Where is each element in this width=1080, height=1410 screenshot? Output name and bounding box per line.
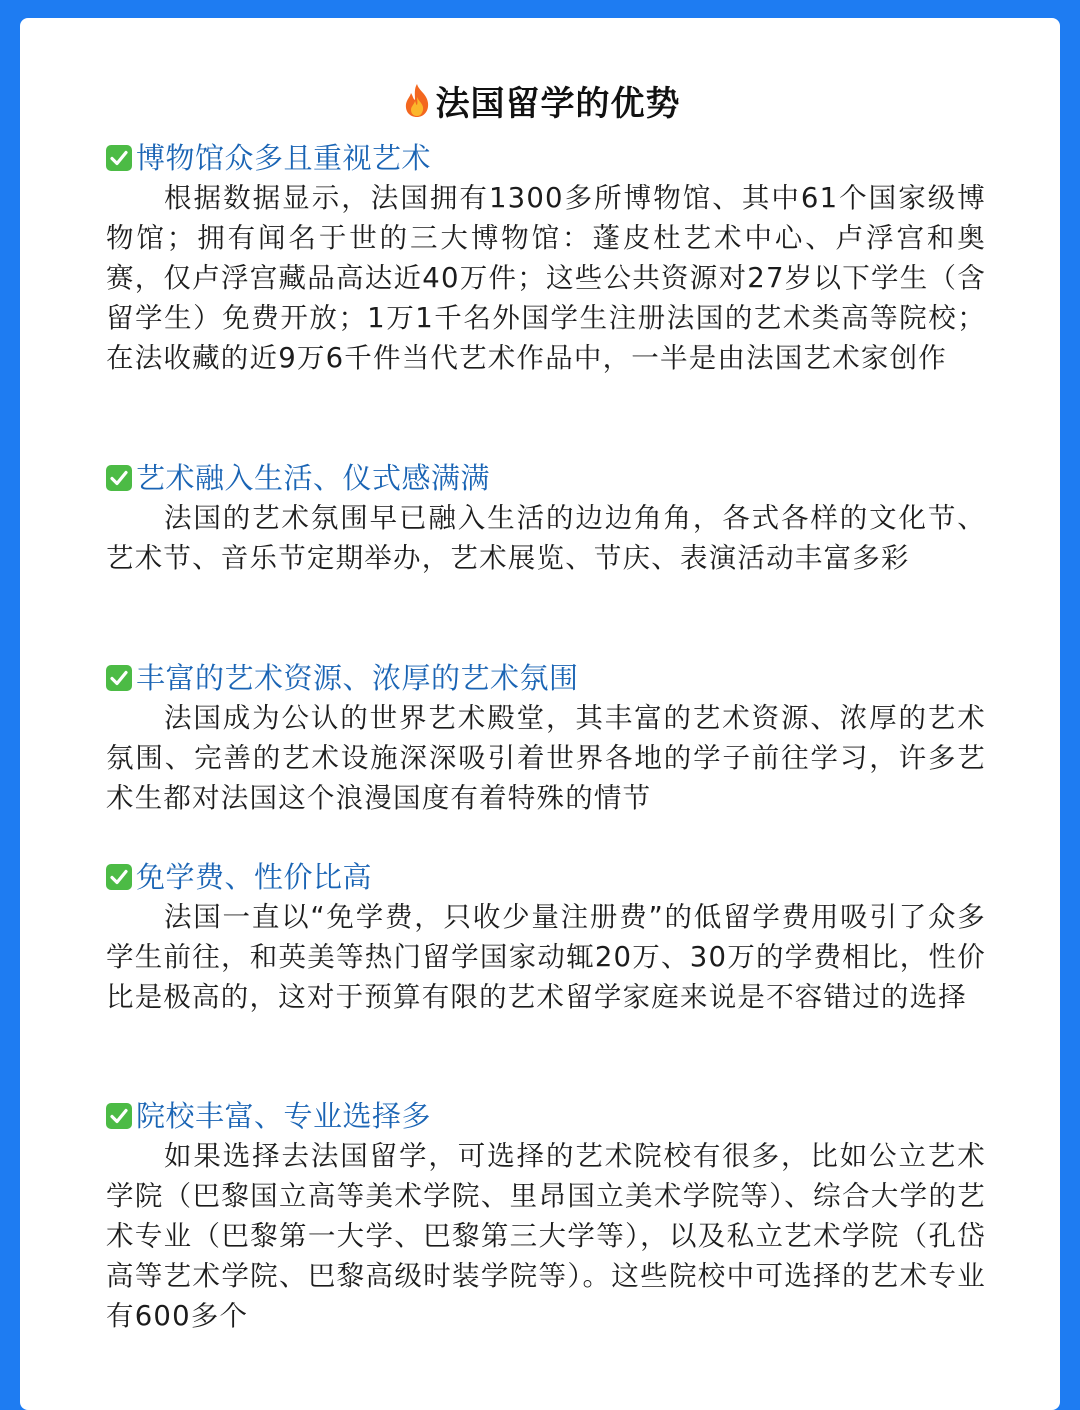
content-card [20,18,1060,1410]
section-heading-text: 丰富的艺术资源、浓厚的艺术氛围 [136,661,579,695]
section-heading-text: 艺术融入生活、仪式感满满 [136,461,491,495]
page-title [20,80,1060,128]
check-mark-icon [106,1103,132,1129]
section-heading-text: 院校丰富、专业选择多 [136,1099,432,1133]
section-heading [106,458,986,498]
section-art-life [106,458,986,578]
section-body: 根据数据显示，法国拥有1300多所博物馆、其中61个国家级博物馆；拥有闻名于世的三大博物馆：蓬皮杜艺术中心、卢浮宫和奥赛，仅卢浮宫藏品高达近40万件；这些公共资源对27岁以下学生（含留学生）免费开放；1万1千名外国学生注册法国的艺术类高等院校；在法收藏的近9万6千件当代艺术作品中，一半是由法国艺术家创作 [106,182,986,374]
section-museums [106,138,986,378]
section-body: 法国的艺术氛围早已融入生活的边边角角，各式各样的文化节、艺术节、音乐节定期举办，艺术展览、节庆、表演活动丰富多彩 [106,502,986,574]
check-mark-icon [106,145,132,171]
check-mark-icon [106,465,132,491]
section-art-resources [106,658,986,818]
section-heading-text: 博物馆众多且重视艺术 [136,141,432,175]
section-heading [106,138,986,178]
check-mark-icon [106,665,132,691]
section-body: 法国成为公认的世界艺术殿堂，其丰富的艺术资源、浓厚的艺术氛围、完善的艺术设施深深吸引着世界各地的学子前往学习，许多艺术生都对法国这个浪漫国度有着特殊的情节 [106,702,986,814]
fire-icon [400,83,434,119]
section-body: 法国一直以“免学费，只收少量注册费”的低留学费用吸引了众多学生前往，和英美等热门留学国家动辄20万、30万的学费相比，性价比是极高的，这对于预算有限的艺术留学家庭来说是不容错过的选择 [106,901,986,1013]
page-title-text: 法国留学的优势 [435,84,681,124]
section-tuition [106,857,986,1017]
section-schools [106,1096,986,1336]
section-heading [106,1096,986,1136]
section-heading [106,857,986,897]
check-mark-icon [106,864,132,890]
section-heading [106,658,986,698]
section-body: 如果选择去法国留学，可选择的艺术院校有很多，比如公立艺术学院（巴黎国立高等美术学院、里昂国立美术学院等）、综合大学的艺术专业（巴黎第一大学、巴黎第三大学等），以及私立艺术学院（孔岱高等艺术学院、巴黎高级时装学院等）。这些院校中可选择的艺术专业有600多个 [106,1140,986,1332]
section-heading-text: 免学费、性价比高 [136,860,373,894]
